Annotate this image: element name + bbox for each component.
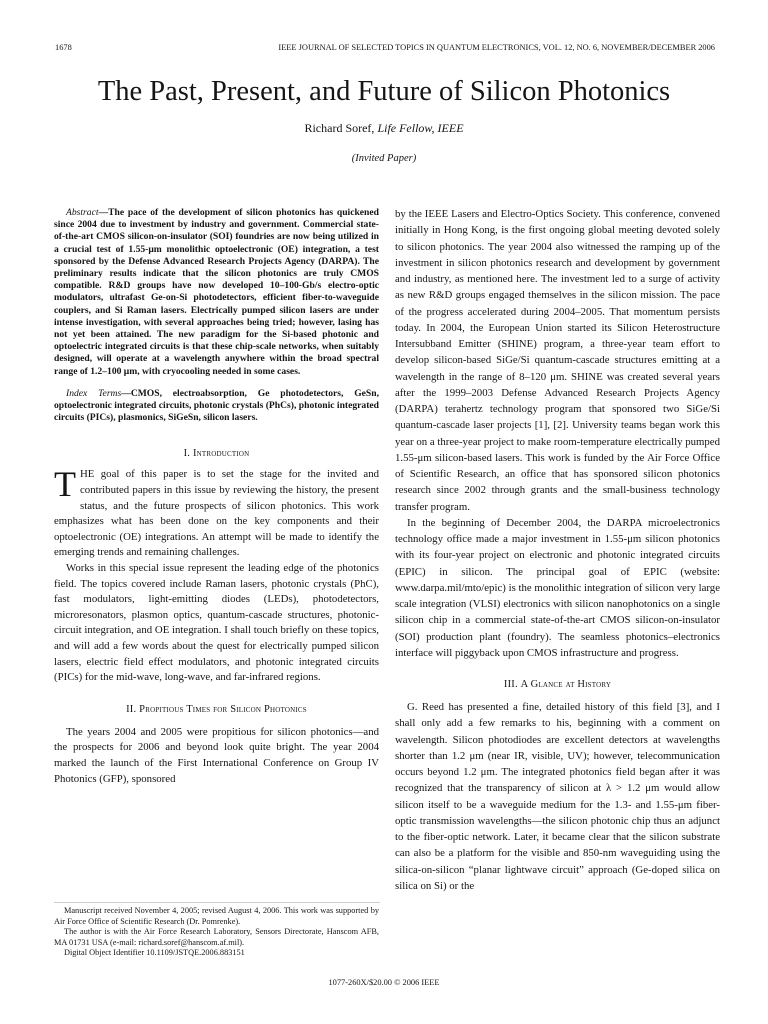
- right-column: [395, 206, 720, 894]
- footnote-divider: [54, 902, 380, 903]
- abstract-text: —The pace of the development of silicon photonics has quickened since 2004 due to investment by industry and government. Commercial state-of-the-art CMOS silicon-on-insulator (SOI) foundries are now being utilized in a crucial test of 1.55-μm monolithic optoelectronic (OE) integration, a test sponsored by the Defense Advanced Research Projects Agency (DARPA). The preliminary results indicate that the silicon photonics are truly CMOS compatible. R&D groups have now developed 10–100-Gb/s electro-optic modulators, ultrafast Ge-on-Si photodetectors, efficient fiber-to-waveguide couplers, and Si Raman lasers. Electrically pumped silicon lasers are under intense investigation, with several approaches being tried; however, lasing has not yet been attained. The new paradigm for the Si-based photonic and optoelectric integrated circuits is that these chip-scale networks, when suitably designed, will operate at a wavelength anywhere within the broad spectral range of 1.2–100 μm, with cryocooling needed in some cases.: [54, 207, 379, 377]
- section-title: A Glance at History: [520, 679, 612, 690]
- footnotes: [54, 906, 379, 959]
- section-title: Propitious Times for Silicon Photonics: [139, 703, 307, 715]
- index-terms: [54, 388, 379, 425]
- section-number: III.: [503, 679, 518, 690]
- left-column: [54, 207, 379, 787]
- author-line: [0, 121, 768, 136]
- intro-paragraph-1-text: HE goal of this paper is to set the stage for the invited and contributed papers in this issue by reviewing the history, the present status, and the future prospects of silicon photonics. This work emphasizes what has been done on the key components and their optoelectronic (OE) integrations. An attempt will be made to identify the emerging trends and remaining challenges.: [54, 468, 379, 559]
- right-paragraph-1: by the IEEE Lasers and Electro-Optics Society. This conference, convened initially in Hong Kong, is the first ongoing global meeting devoted solely to silicon photonics. The year 2004 also witnessed the ramping up of the investment in silicon photonics research and development by government and industry, as mentioned here. The investment led to a surge of activity as new R&D groups engaged themselves in the silicon mission. The pace of the progress accelerated during 2004–2005. That momentum persists today. In 2004, the European Union started its Silicon Heterostructure Intersubband Emitter (SHINE) program, a three-year team effort to develop silicon-based SiGe/Si quantum-cascade structures emitting at a wavelength in the range of 8–120 μm. SHINE was created several years after the 1999–2003 Defense Advanced Research Projects Agency (DARPA) terahertz technology program that sponsored two SiGe/Si quantum-cascade laser projects [1], [2]. University teams began work this year on a three-year project to make room-temperature electrically pumped 1.55-μm silicon-based lasers. This work is funded by the Air Force Office of Scientific Research, an office that has sponsored silicon photonics research since 2002 through grants and the small-business technology transfer program.: [395, 208, 720, 513]
- paper-title: The Past, Present, and Future of Silicon Photonics: [97, 76, 671, 107]
- abstract: [54, 207, 379, 378]
- author-role: Life Fellow, IEEE: [377, 121, 464, 135]
- right-paragraph-2: In the beginning of December 2004, the DARPA microelectronics technology office made a major investment in 1.55-μm silicon photonics with its four-year project on electronic and photonic integrated circuits (EPIC) in silicon. The principal goal of EPIC (website: www.darpa.mil/mto/epic) is the monolithic integration of silicon very large scale integration (VLSI) electronics with silicon nanophotonics on a single silicon chip in a commercial state-of-the-art CMOS silicon-on-insulator (SOI) production plant (foundry). The seamless photonics–electronics interface will piggyback upon CMOS infrastructure and progress.: [395, 516, 720, 659]
- paper-type: (Invited Paper): [351, 153, 417, 164]
- section-number: I.: [183, 448, 191, 460]
- footnote-received: Manuscript received November 4, 2005; revised August 4, 2006. This work was supported by Air Force Office of Scientific Research (Dr. Pomrenke).: [54, 906, 379, 926]
- footnote-affiliation: The author is with the Air Force Research Laboratory, Sensors Directorate, Hanscom AFB, MA 01731 USA (e-mail: richard.soref@hanscom.af.mil).: [54, 927, 379, 947]
- section-heading-propitious: [54, 704, 379, 715]
- author-name: Richard Soref,: [304, 121, 375, 135]
- drop-cap: T: [54, 464, 76, 505]
- section-number: II.: [126, 703, 137, 715]
- page-number: 1678: [55, 43, 72, 52]
- propitious-paragraph-1: The years 2004 and 2005 were propitious for silicon photonics—and the prospects for 2006 and beyond look quite bright. The year 2004 marked the launch of the First International Conference on Group IV Photonics (GFP), sponsored: [54, 725, 379, 785]
- footnote-doi: Digital Object Identifier 10.1109/JSTQE.2006.883151: [64, 948, 245, 958]
- index-terms-text: —CMOS, electroabsorption, Ge photodetectors, GeSn, optoelectronic integrated circuits, photonic crystals (PhCs), photonic integrated circuits (PICs), plasmonics, SiGeSn, silicon lasers.: [54, 387, 379, 424]
- abstract-label: Abstract: [66, 207, 99, 218]
- section-heading-history: [395, 679, 720, 690]
- copyright-line: 1077-260X/$20.00 © 2006 IEEE: [328, 978, 440, 987]
- intro-paragraph-2: Works in this special issue represent the leading edge of the photonics field. The topics covered include Raman lasers, photonic crystals (PhC), fast modulators, light-emitting diodes (LEDs), photodetectors, microresonators, plasmon optics, quantum-cascade structures, photonic-circuit integration, and OE integration. I shall touch briefly on these topics, and will add a few words about the quest for electrically pumped silicon lasers, electric field effect modulators, and photonic integrated circuits (PICs) for the mid-wave, long-wave, and far-infrared regions.: [54, 562, 379, 684]
- section-heading-introduction: [54, 448, 379, 459]
- section-title: Introduction: [192, 448, 250, 460]
- intro-paragraph-1: [54, 464, 379, 561]
- index-terms-label: Index Terms: [66, 387, 122, 399]
- journal-header: IEEE JOURNAL OF SELECTED TOPICS IN QUANTUM ELECTRONICS, VOL. 12, NO. 6, NOVEMBER/DECEMBER 2006: [278, 43, 715, 52]
- history-paragraph-1: G. Reed has presented a fine, detailed history of this field [3], and I shall only add a few remarks to his, beginning with a comment on wavelength. Silicon photodiodes are excellent detectors at wavelengths shorter than 1.2 μm (near IR, visible, UV); however, telecommunication occurs beyond 1.2 μm. The integrated photonics field began after it was recognized that the transparency of silicon at λ > 1.2 μm would allow silicon itself to be a waveguide medium for the 1.3- and 1.55-μm fiber-optic transmission wavelengths—the silicon photonic chip thus an adjunct to the fiber-optic network. Later, it became clear that the silicon substrate can also be a platform for the visible and 850-nm waveguiding using the silica-on-silicon “planar lightwave circuit” approach (Ge-doped silica on silica on Si) or the: [395, 701, 720, 892]
